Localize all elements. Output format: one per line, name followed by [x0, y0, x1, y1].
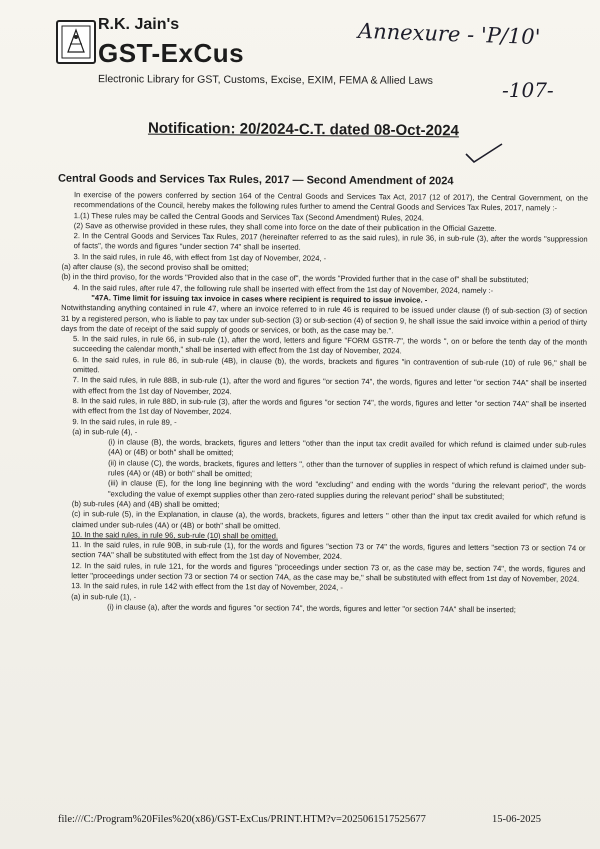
- paragraph-9-b: (b) sub-rules (4A) and (4B) shall be omitted;: [71, 498, 220, 510]
- rule-47a-text: Notwithstanding anything contained in rule 47, where an invoice referred to in rule 46 is required to be issued under clause (f) of sub-section (3) of section 31 by a registered person, who is liable to pay tax under sub-section (3) or sub-section (4) of section 9, he shall issue the said invoice within a period of thirty days from the date of receipt of the said supply of goods or services, or both, as the case may be.".: [61, 303, 588, 336]
- section-heading: Central Goods and Services Tax Rules, 2017 — Second Amendment of 2024: [57, 172, 454, 188]
- paragraph-3-a: (a) after clause (s), the second proviso shall be omitted;: [61, 262, 249, 273]
- paragraph-5: 5. In the said rules, in rule 66, in sub-rule (1), after the word, letters and figure "FORM GSTR-7", the words ", on or before the tenth day of the month succeeding the calendar month," shall be inserted with effect from the 1st day of November, 2024.: [72, 334, 587, 356]
- paragraph-6: 6. In the said rules, in rule 86, in sub-rule (4B), in clause (b), the words, brackets and figures "in contravention of sub-rule (10) of rule 96," shall be omitted.: [72, 354, 587, 375]
- paragraph-13-a-i: (i) in clause (a), after the words and figures "or section 74", the words, figures and letter "or section 74A" shall be inserted;: [107, 602, 516, 615]
- paragraph-9-a: (a) in sub-rule (4), -: [72, 426, 138, 437]
- footer-url: file:///C:/Program%20Files%20(x86)/GST-ExCus/PRINT.HTM?v=2025061517525677: [58, 814, 426, 825]
- publisher-logo: [56, 20, 96, 64]
- paragraph-1-1: 1.(1) These rules may be called the Central Goods and Services Tax (Second Amendment) Rules, 2024.: [73, 210, 424, 223]
- header: [56, 14, 433, 92]
- paragraph-9-a-i: (i) in clause (B), the words, brackets, figures and letters "other than the input tax credit availed for which refund is claimed under sub-rules (4A) or (4B) or both" shall be omitted;: [108, 437, 587, 458]
- paragraph-9-a-iii: (iii) in clause (E), for the long line beginning with the word "excluding" and ending with the words "during the relevant period", the words "excluding the value of exempt supplies other than zero-rated supplies during the relevant period" shall be substituted;: [107, 478, 586, 501]
- paragraph-11: 11. In the said rules, in rule 90B, in sub-rule (1), for the words and figures "section 73 or 74" the words, figures and letters "section 73 or section 74 or section 74A" shall be substituted with effect from the 1st day of November, 2024.: [71, 540, 586, 562]
- footer-date: 15-06-2025: [492, 814, 541, 825]
- paragraph-9: 9. In the said rules, in rule 89, -: [72, 416, 177, 427]
- paragraph-9-a-ii: (ii) in clause (C), the words, brackets, figures and letters ", other than the turnover of supplies in respect of which refund is claimed under sub- rules (4A) or (4B) or both" shall be omitted;: [107, 458, 587, 479]
- paragraph-13: 13. In the said rules, in rule 142 with effect from the 1st day of November, 2024, -: [71, 581, 343, 593]
- paragraph-2: 2. In the Central Goods and Services Tax Rules, 2017 (hereinafter referred to as the said rules), in rule 36, in sub-rule (3), after the words "suppression of facts", the words and figures "under section 74" shall be inserted.: [73, 231, 588, 253]
- checkmark-icon: [464, 142, 504, 164]
- paragraph-8: 8. In the said rules, in rule 88D, in sub-rule (3), after the words and figures "or section 74", the words, figures and letter "or section 74A" shall be inserted with effect from the 1st day of November, 2024.: [72, 396, 587, 417]
- intro-paragraph: In exercise of the powers conferred by section 164 of the Central Goods and Services Tax Act, 2017 (12 of 2017), the Central Government, on the recommendations of the Council, hereby makes the following rules further to amend the Central Goods and Services Tax Rules, 2017, namely :-: [73, 190, 588, 213]
- paragraph-7: 7. In the said rules, in rule 88B, in sub-rule (1), after the word and figures "or section 74", the words, figures and letter "or section 74A" shall be inserted with effect from the 1st day of November, 2024.: [72, 375, 587, 396]
- paragraph-3: 3. In the said rules, in rule 46, with effect from 1st day of November, 2024, -: [73, 251, 327, 263]
- brand-small: R.K. Jain's: [98, 16, 180, 33]
- paragraph-4: 4. In the said rules, after rule 47, the following rule shall be inserted with effect from the 1st day of November, 2024, namely :-: [73, 282, 494, 295]
- page-number-handwritten: -107-: [502, 78, 554, 102]
- paragraph-13-a: (a) in sub-rule (1), -: [71, 591, 137, 602]
- brand-title: GST-ExCus: [98, 38, 245, 68]
- paragraph-9-c: (c) in sub-rule (5), in the Explanation, in clause (a), the words, brackets, figures and letters " other than the input tax credit availed for which refund is claimed under sub-rules (4A) or (4B) or both" shall be omitted.: [71, 509, 586, 531]
- notification-title: Notification: 20/2024-C.T. dated 08-Oct-2024: [147, 119, 460, 140]
- paragraph-10: 10. In the said rules, in rule 96, sub-rule (10) shall be omitted.: [71, 529, 279, 541]
- paragraph-3-b: (b) in the third proviso, for the words "Provided also that in the case of", the words "Provided further that in the case of" shall be substituted;: [61, 272, 529, 285]
- notification-body: [58, 190, 588, 774]
- paragraph-12: 12. In the said rules, in rule 121, for the words and figures "proceedings under section 73 or, as the case may be, section 74", the words, figures and letter "proceedings under section 73 or section 74 or section 74A, as the case may be," shall be substituted with effect from 1st day of November, 2024.: [71, 560, 586, 584]
- paragraph-1-2: (2) Save as otherwise provided in these rules, they shall come into force on the date of their publication in the Official Gazette.: [73, 220, 497, 233]
- brand-tagline: Electronic Library for GST, Customs, Excise, EXIM, FEMA & Allied Laws: [97, 73, 433, 87]
- annexure-handwritten: Annexure - 'P/10': [357, 18, 541, 50]
- rule-47a-title: "47A. Time limit for issuing tax invoice in cases where recipient is required to issue invoice. -: [91, 293, 428, 305]
